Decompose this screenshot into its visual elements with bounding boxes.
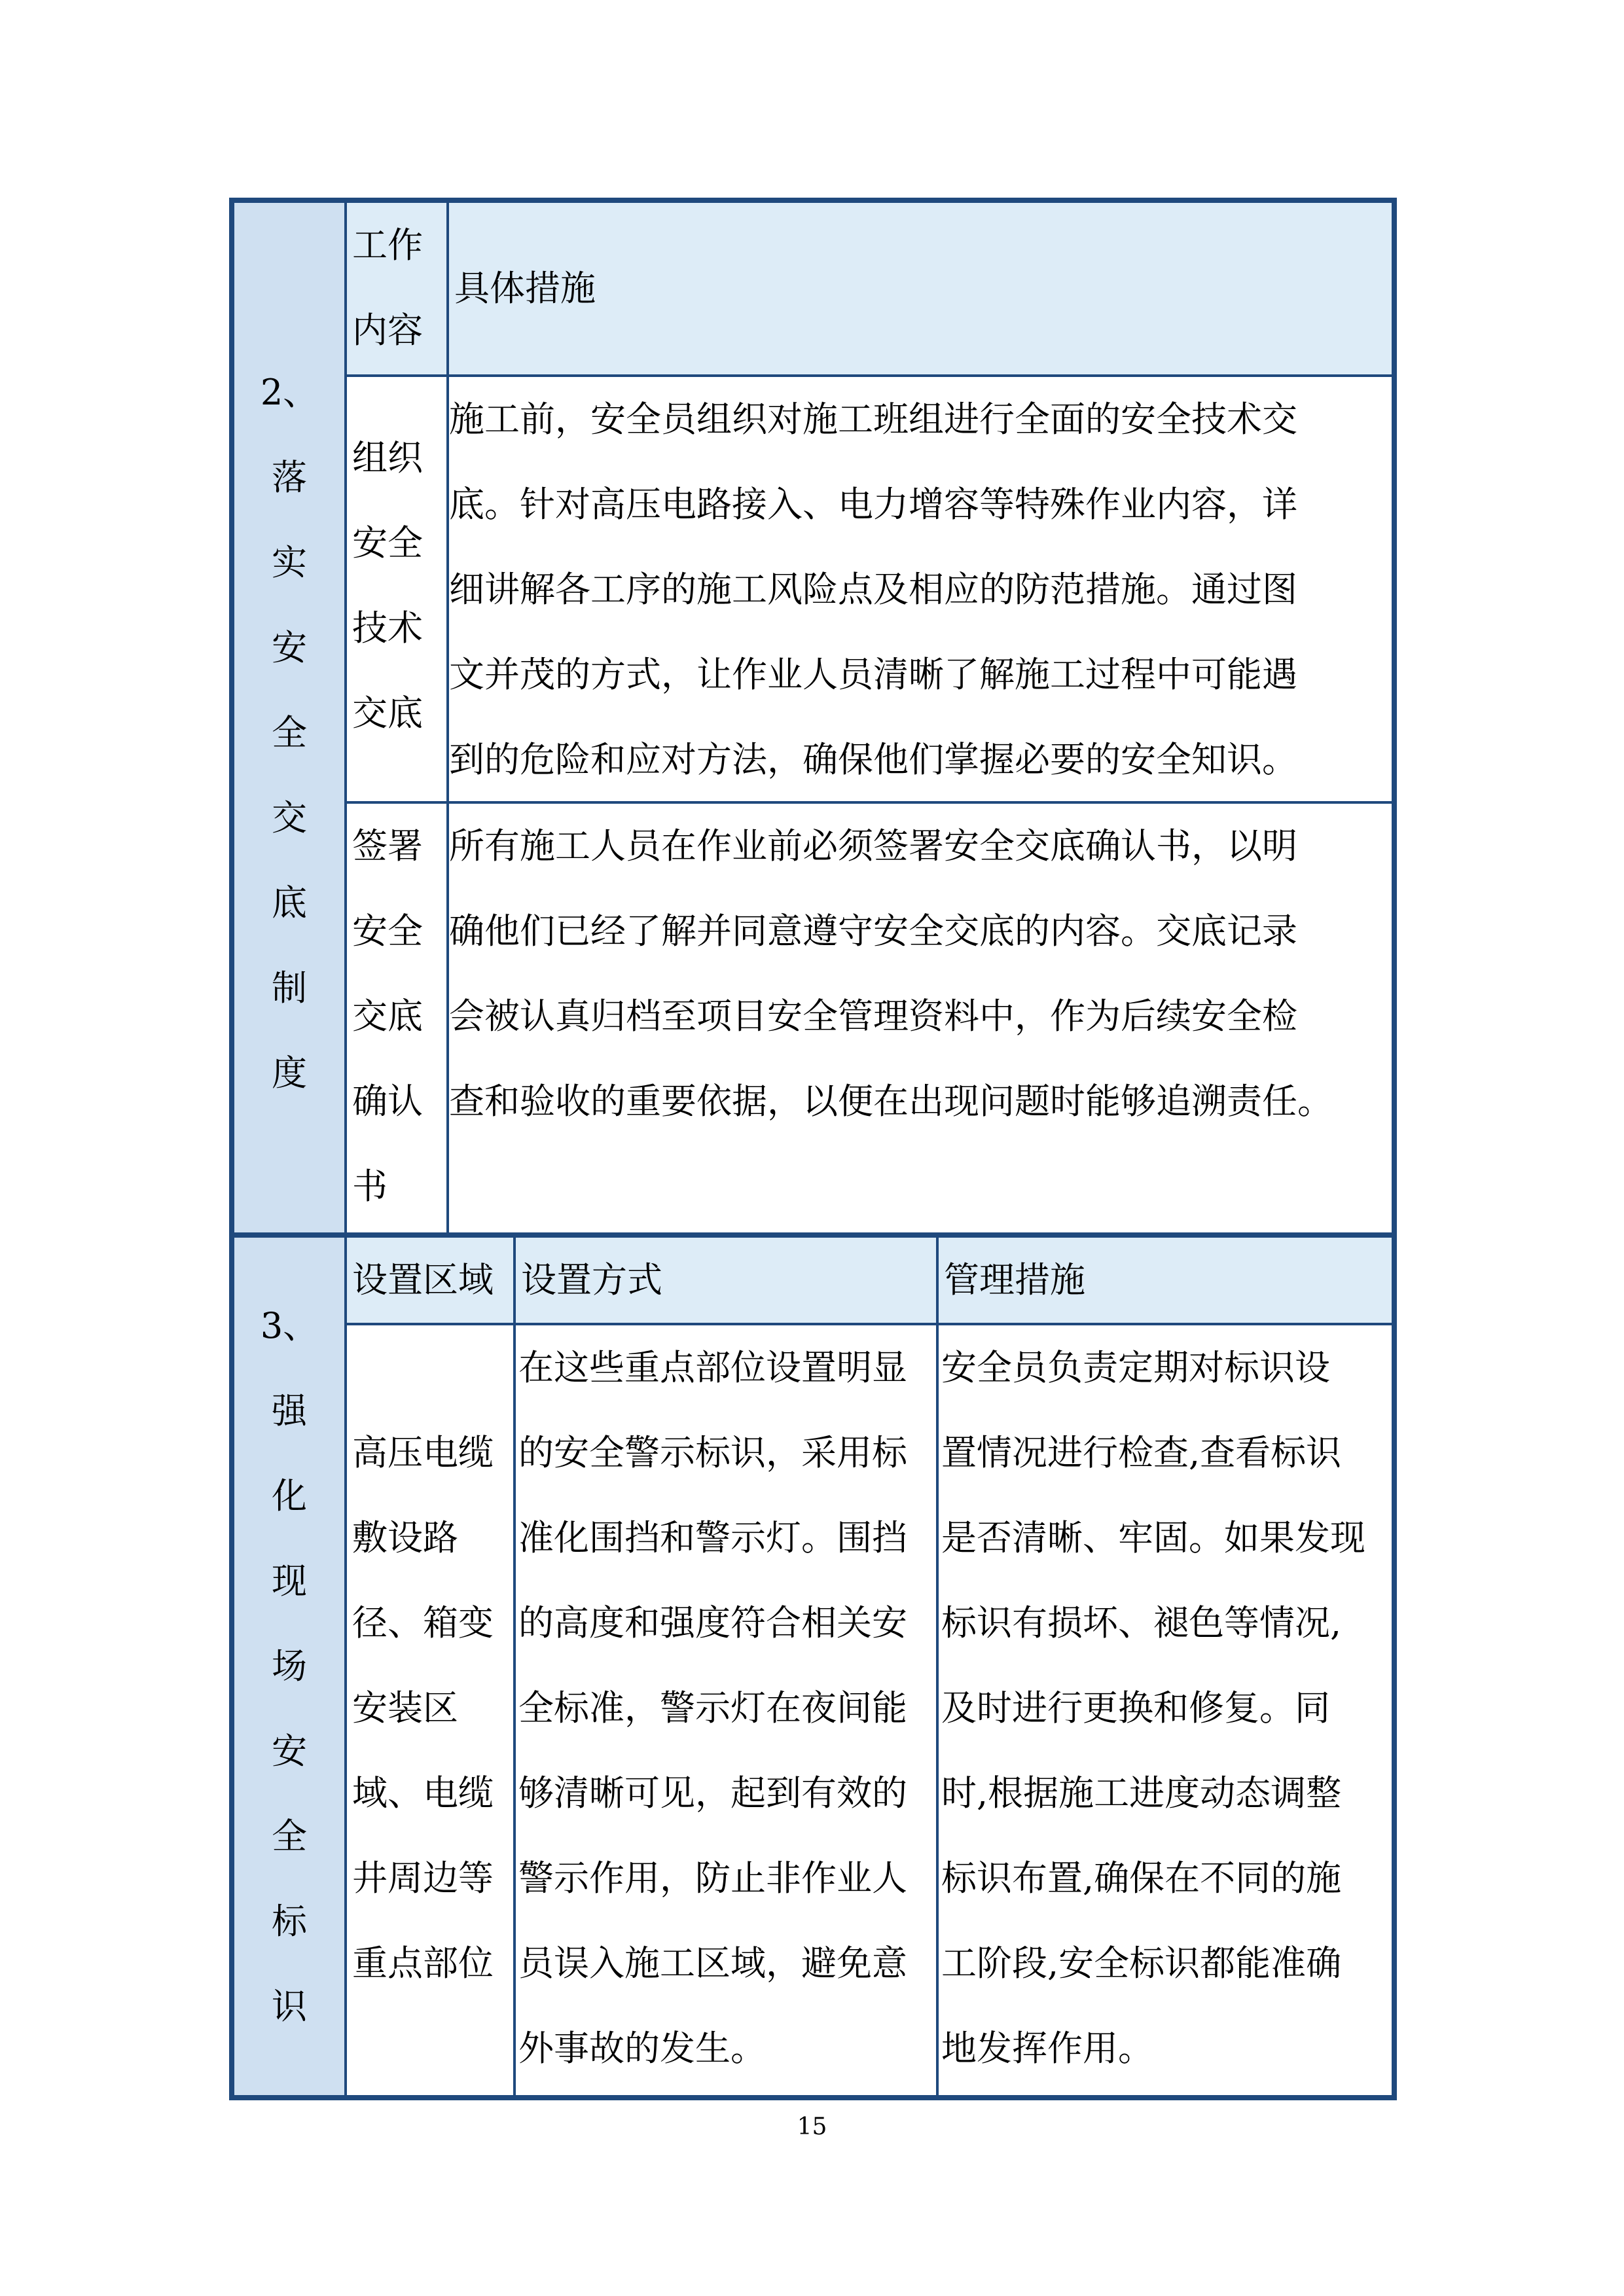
method-text-line: 够清晰可见，起到有效的: [518, 1772, 907, 1814]
header-text: 具体措施: [454, 268, 596, 309]
area-text-line: 敷设路: [352, 1517, 458, 1558]
section-title-char: 强: [272, 1390, 307, 1431]
header-work-content: [347, 203, 446, 374]
section-title-char: 化: [272, 1475, 307, 1516]
measure-text-line: 查和验收的重要依据，以便在出现问题时能够追溯责任。: [449, 1081, 1333, 1122]
section-title-char: 现: [272, 1560, 307, 1602]
management-text-line: 安全员负责定期对标识设: [941, 1347, 1330, 1388]
content-text-line: 组织: [352, 437, 423, 478]
measure-cell: [449, 804, 1392, 1232]
section-title-char: 底: [272, 882, 307, 924]
section-title-char: 交: [272, 797, 307, 838]
measure-text-line: 细讲解各工序的施工风险点及相应的防范措施。通过图: [449, 569, 1297, 610]
method-text-line: 员误入施工区域，避免意: [518, 1943, 907, 1984]
section-title-char: 标: [272, 1901, 307, 1942]
section-title-char: 度: [272, 1052, 307, 1094]
grid-line: [344, 203, 347, 1232]
grid-line: [347, 801, 1392, 804]
measure-text-line: 确他们已经了解并同意遵守安全交底的内容。交底记录: [449, 910, 1297, 952]
section-title-char: 制: [272, 967, 307, 1009]
safety-signage-table: [229, 1232, 1397, 2100]
header-management-measures: [939, 1238, 1392, 1323]
header-setting-method: [516, 1238, 936, 1323]
management-text-line: 地发挥作用。: [941, 2028, 1153, 2069]
section-title-char: 全: [272, 1816, 307, 1857]
section-title-char: 落: [272, 457, 307, 498]
header-text: 管理措施: [944, 1259, 1085, 1300]
area-text-line: 域、电缆: [352, 1772, 494, 1814]
method-text-line: 在这些重点部位设置明显: [518, 1347, 907, 1388]
method-text-line: 警示作用，防止非作业人: [518, 1857, 907, 1899]
header-specific-measures: [449, 203, 1392, 374]
management-text-line: 标识有损坏、褪色等情况,: [941, 1602, 1342, 1643]
method-cell: [516, 1325, 936, 2095]
section-3-title-cell: [234, 1238, 344, 2095]
content-text-line: 交底: [352, 996, 423, 1037]
management-cell: [939, 1325, 1392, 2095]
method-text-line: 全标准，警示灯在夜间能: [518, 1687, 907, 1729]
measure-text-line: 会被认真归档至项目安全管理资料中，作为后续安全检: [449, 996, 1297, 1037]
header-text: 设置方式: [521, 1259, 662, 1300]
content-text-line: 安全: [352, 522, 423, 564]
header-text-line: 工作: [352, 224, 423, 266]
area-text-line: 安装区: [352, 1687, 458, 1729]
content-text-line: 书: [352, 1166, 388, 1207]
grid-line: [347, 374, 1392, 377]
page-number: 15: [797, 2113, 827, 2140]
measure-text-line: 到的危险和应对方法，确保他们掌握必要的安全知识。: [449, 739, 1297, 780]
content-text-line: 确认: [352, 1081, 423, 1122]
management-text-line: 时,根据施工进度动态调整: [941, 1772, 1342, 1814]
header-setting-area: [347, 1238, 513, 1323]
area-text-line: 井周边等: [352, 1857, 494, 1899]
section-title-char: 2、: [260, 372, 319, 413]
content-text-line: 安全: [352, 910, 423, 952]
section-title-char: 全: [272, 712, 307, 753]
area-text-line: 重点部位: [352, 1943, 494, 1984]
safety-briefing-table: [229, 198, 1397, 1238]
management-text-line: 是否清晰、牢固。如果发现: [941, 1517, 1365, 1558]
area-text-line: 径、箱变: [352, 1602, 494, 1643]
management-text-line: 及时进行更换和修复。同: [941, 1687, 1330, 1729]
measure-text-line: 所有施工人员在作业前必须签署安全交底确认书，以明: [449, 825, 1297, 867]
measure-text-line: 底。针对高压电路接入、电力增容等特殊作业内容，详: [449, 484, 1297, 525]
content-text-line: 交底: [352, 692, 423, 734]
section-title-char: 识: [272, 1986, 307, 2027]
section-title-char: 3、: [260, 1305, 319, 1346]
header-text-line: 内容: [352, 310, 423, 351]
area-text-line: 高压电缆: [352, 1432, 494, 1473]
area-cell: [347, 1325, 513, 2095]
method-text-line: 准化围挡和警示灯。围挡: [518, 1517, 907, 1558]
measure-cell: [449, 377, 1392, 801]
grid-line: [513, 1238, 516, 2095]
header-text: 设置区域: [352, 1259, 494, 1300]
grid-line: [446, 203, 449, 1232]
management-text-line: 标识布置,确保在不同的施: [941, 1857, 1342, 1899]
grid-line: [936, 1238, 939, 2095]
content-text-line: 签署: [352, 825, 423, 867]
grid-line: [344, 1238, 347, 2095]
management-text-line: 置情况进行检查,查看标识: [941, 1432, 1342, 1473]
method-text-line: 外事故的发生。: [518, 2028, 766, 2069]
grid-line: [347, 1323, 1392, 1325]
measure-text-line: 文并茂的方式，让作业人员清晰了解施工过程中可能遇: [449, 654, 1297, 695]
section-2-title-cell: [234, 203, 344, 1232]
section-title-char: 实: [272, 542, 307, 583]
management-text-line: 工阶段,安全标识都能准确: [941, 1943, 1342, 1984]
content-cell: [347, 804, 446, 1232]
content-cell: [347, 377, 446, 801]
measure-text-line: 施工前，安全员组织对施工班组进行全面的安全技术交: [449, 399, 1297, 440]
section-title-char: 安: [272, 1731, 307, 1772]
method-text-line: 的高度和强度符合相关安: [518, 1602, 907, 1643]
method-text-line: 的安全警示标识，采用标: [518, 1432, 907, 1473]
content-text-line: 技术: [352, 607, 423, 649]
section-title-char: 场: [272, 1645, 307, 1687]
section-title-char: 安: [272, 627, 307, 668]
